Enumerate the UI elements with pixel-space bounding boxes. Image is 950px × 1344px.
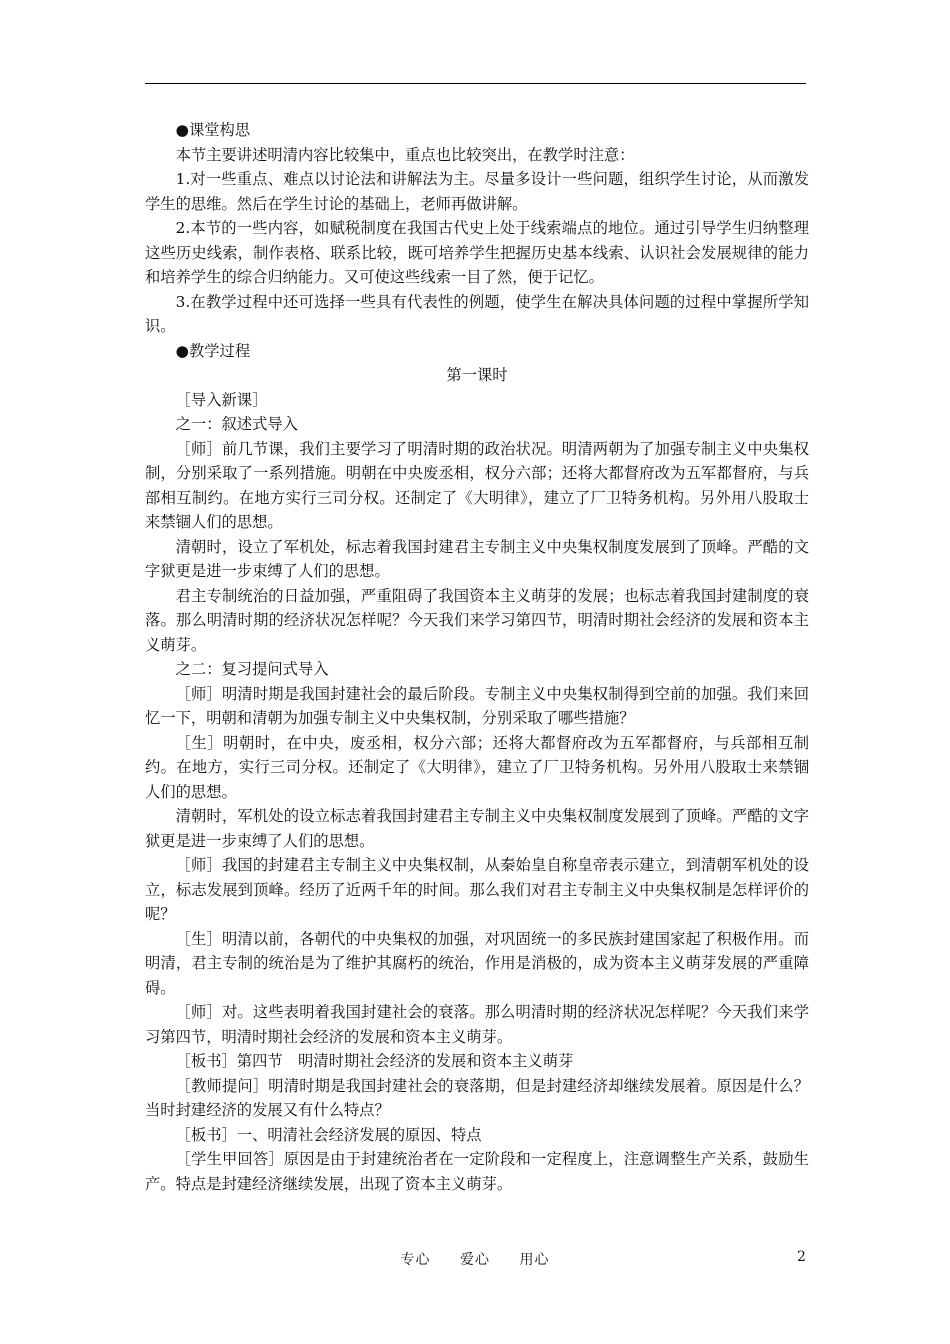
section-heading-teaching-process: ●教学过程: [175, 341, 251, 360]
lesson-title: 第一课时: [446, 366, 508, 384]
footer-word: 爱心: [460, 1252, 490, 1268]
document-body: [145, 118, 809, 1196]
board-note: ［板书］第四节 明清时期社会经济的发展和资本主义萌芽: [175, 1052, 574, 1070]
footer-motto: [0, 1249, 950, 1269]
paragraph: ［教师提问］明清时期是我国封建社会的衰落期，但是封建经济却继续发展着。原因是什么？当时封建经济的发展又有什么特点？: [145, 1076, 809, 1119]
paragraph: ［师］明清时期是我国封建社会的最后阶段。专制主义中央集权制得到空前的加强。我们来回忆一下，明朝和清朝为加强专制主义中央集权制，分别采取了哪些措施？: [145, 684, 809, 727]
subheading-method-1: 之一：叙述式导入: [175, 415, 298, 433]
section-heading-course-design: ●课堂构思: [175, 121, 251, 139]
paragraph: ［生］明朝时，在中央，废丞相，权分六部；还将大都督府改为五军都督府，与兵部相互制约。在地方，实行三司分权。还制定了《大明律》，建立了厂卫特务机构。另外用八股取士来禁锢人们的思想。: [145, 733, 809, 801]
footer-word: 用心: [519, 1252, 550, 1268]
subheading-intro: ［导入新课］: [175, 390, 268, 409]
paragraph: ［师］前几节课，我们主要学习了明清时期的政治状况。明清两朝为了加强专制主义中央集权制，分别采取了一系列措施。明朝在中央废丞相，权分六部；还将大都督府改为五军都督府，与兵部相互制约。在地方实行三司分权。还制定了《大明律》，建立了厂卫特务机构。另外用八股取士来禁锢人们的思想。: [145, 439, 809, 531]
page-number: 2: [797, 1249, 806, 1265]
paragraph: 君主专制统治的日益加强，严重阻碍了我国资本主义萌芽的发展；也标志着我国封建制度的衰落。那么明清时期的经济状况怎样呢？今天我们来学习第四节，明清时期社会经济的发展和资本主义萌芽。: [145, 586, 809, 654]
paragraph: 2.本节的一些内容，如赋税制度在我国古代史上处于线索端点的地位。通过引导学生归纳整理这些历史线索，制作表格、联系比较，既可培养学生把握历史基本线索、认识社会发展规律的能力和培养学生的综合归纳能力。又可使这些线索一目了然，便于记忆。: [145, 219, 809, 286]
header-rule: [145, 83, 806, 84]
paragraph: 1.对一些重点、难点以讨论法和讲解法为主。尽量多设计一些问题，组织学生讨论，从而激发学生的思维。然后在学生讨论的基础上，老师再做讲解。: [145, 170, 809, 213]
paragraph: 3.在教学过程中还可选择一些具有代表性的例题，使学生在解决具体问题的过程中掌握所学知识。: [145, 292, 809, 335]
paragraph: ［生］明清以前，各朝代的中央集权的加强，对巩固统一的多民族封建国家起了积极作用。而明清，君主专制的统治是为了维护其腐朽的统治，作用是消极的，成为资本主义萌芽发展的严重障碍。: [145, 929, 809, 997]
footer-word: 专心: [400, 1252, 431, 1268]
paragraph: 本节主要讲述明清内容比较集中，重点也比较突出，在教学时注意：: [175, 145, 635, 164]
paragraph: ［师］对。这些表明着我国封建社会的衰落。那么明清时期的经济状况怎样呢？今天我们来学习第四节，明清时期社会经济的发展和资本主义萌芽。: [145, 1003, 809, 1046]
paragraph: ［师］我国的封建君主专制主义中央集权制，从秦始皇自称皇帝表示建立，到清朝军机处的设立，标志发展到顶峰。经历了近两千年的时间。那么我们对君主专制主义中央集权制是怎样评价的呢？: [145, 856, 809, 923]
subheading-method-2: 之二：复习提问式导入: [175, 660, 329, 678]
board-note: ［板书］一、明清社会经济发展的原因、特点: [175, 1125, 482, 1144]
paragraph: 清朝时，军机处的设立标志着我国封建君主专制主义中央集权制度发展到了顶峰。严酷的文字狱更是进一步束缚了人们的思想。: [145, 807, 809, 850]
paragraph: 清朝时，设立了军机处，标志着我国封建君主专制主义中央集权制度发展到了顶峰。严酷的文字狱更是进一步束缚了人们的思想。: [145, 537, 809, 580]
paragraph: ［学生甲回答］原因是由于封建统治者在一定阶段和一定程度上，注意调整生产关系，鼓励生产。特点是封建经济继续发展，出现了资本主义萌芽。: [145, 1150, 809, 1193]
